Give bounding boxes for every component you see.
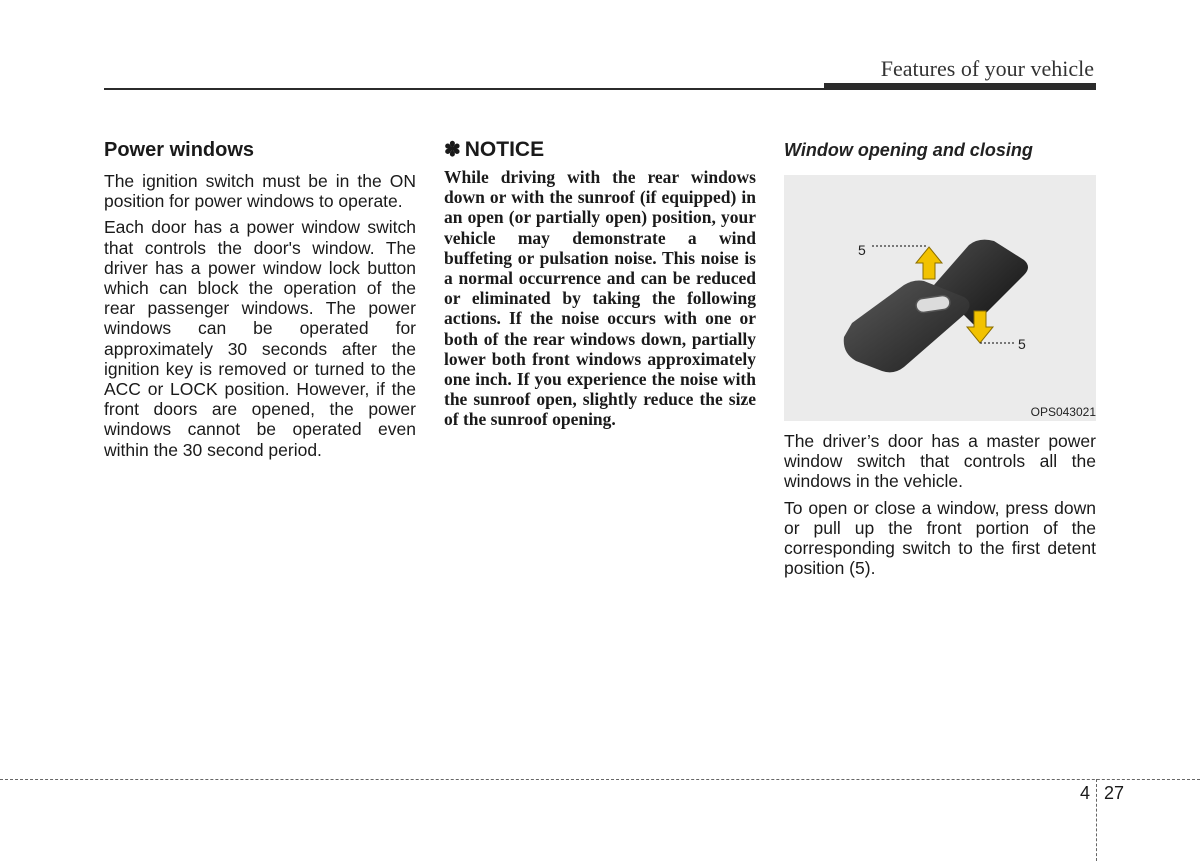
notice-title: NOTICE <box>464 138 545 161</box>
chapter-number: 4 <box>1080 783 1091 803</box>
header-rule <box>104 88 824 90</box>
callout-label: 5 <box>858 242 866 258</box>
subheading: Window opening and closing <box>784 140 1033 160</box>
paragraph: The driver’s door has a master power window switch that controls all the windows in the vehicle. <box>784 431 1096 492</box>
arrow-up-icon <box>916 247 942 279</box>
notice-body: While driving with the rear windows down or with the sunroof (if equipped) in an open (or partially open) position, your vehicle may demonstrate a wind buffeting or pulsation noise. This noise is a normal occurrence and can be reduced or eliminated by taking the following actions. If the noise occurs with one or both of the rear windows down, partially lower both front windows approximately one inch. If you experience the noise with the sunroof open, slightly reduce the size of the sunroof opening. <box>444 167 756 430</box>
notice-box <box>444 137 756 430</box>
page-number: 27 <box>1104 783 1125 803</box>
paragraph: Each door has a power window switch that controls the door's window. The driver has a power window lock button which can block the operation of the rear passenger windows. The power windows can be operated for approximately 30 seconds after the ignition key is removed or turned to the ACC or LOCK position. However, if the front doors are opened, the power windows cannot be operated even within the 30 second period. <box>104 217 416 460</box>
figure-code: OPS043021 <box>1030 405 1096 419</box>
switch-body <box>844 281 970 373</box>
paragraph: The ignition switch must be in the ON position for power windows to operate. <box>104 171 416 212</box>
window-operation-section <box>784 137 1096 584</box>
window-switch-figure <box>784 175 1096 421</box>
footer-divider <box>1096 779 1097 861</box>
header-rule-accent <box>824 83 1096 90</box>
page-header-title: Features of your vehicle <box>880 56 1094 81</box>
window-switch-illustration <box>784 175 1096 421</box>
asterisk-icon: ✽ <box>444 139 461 161</box>
power-windows-section <box>104 137 416 466</box>
notice-heading <box>444 137 756 163</box>
section-heading: Power windows <box>104 139 255 161</box>
callout-label: 5 <box>1018 336 1026 352</box>
footer-rule <box>0 779 1200 780</box>
paragraph: To open or close a window, press down or pull up the front portion of the corresponding switch to the first detent position (5). <box>784 497 1096 579</box>
